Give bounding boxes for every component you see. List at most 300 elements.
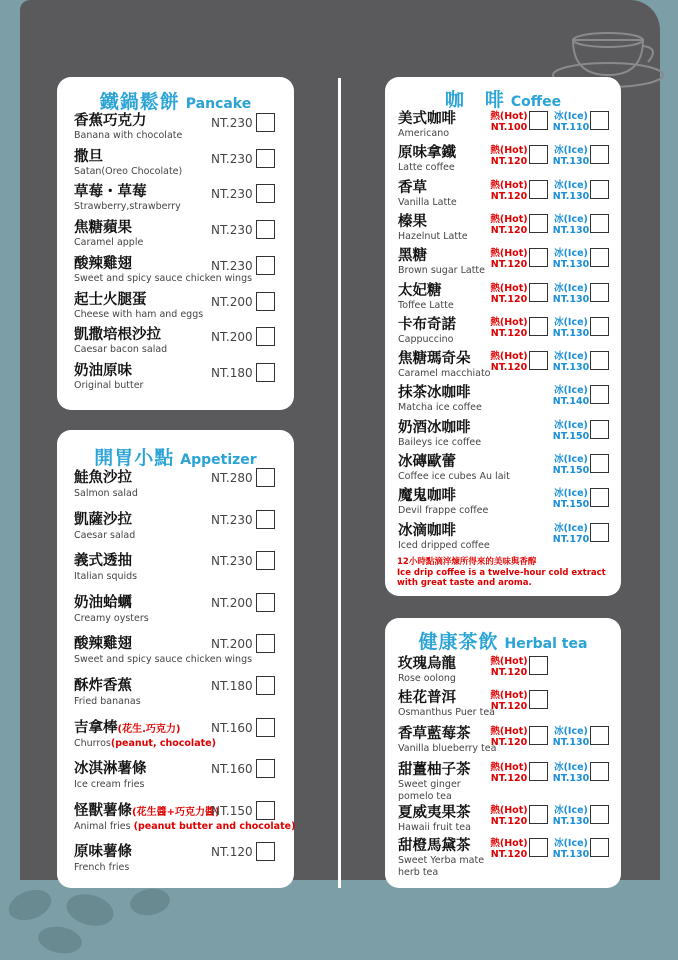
menu-item [398, 385, 616, 419]
order-checkbox[interactable] [256, 327, 275, 346]
hot-price-value: NT.120 [490, 667, 528, 678]
ice-checkbox[interactable] [590, 385, 609, 404]
item-name-zh: 焦糖蘋果 [74, 220, 132, 237]
ice-label: 冰(Ice) [554, 838, 588, 849]
item-name-zh: 榛果 [398, 213, 427, 230]
herbal-title-zh: 健康茶飲 [418, 631, 499, 653]
pancake-title-en: Pancake [185, 96, 252, 112]
ice-label: 冰(Ice) [554, 726, 588, 737]
ice-label: 冰(Ice) [554, 805, 588, 816]
item-name-zh: 冰磚歐蕾 [398, 454, 456, 470]
menu-item [74, 256, 284, 290]
ice-label: 冰(Ice) [554, 419, 588, 431]
item-name-zh-text: 奶油蛤蠣 [74, 594, 132, 611]
menu-item [74, 761, 284, 799]
item-name-zh: 原味拿鐵 [398, 145, 456, 162]
item-name-en: Devil frappe coffee [398, 505, 489, 517]
item-name-zh: 香草 [398, 179, 427, 196]
ice-label: 冰(Ice) [554, 522, 588, 534]
item-name-en-line2: pomelo tea [398, 791, 452, 802]
item-name-en: Strawberry,strawberry [74, 201, 181, 213]
hot-price-value: NT.120 [490, 362, 528, 374]
order-checkbox[interactable] [256, 551, 275, 570]
ice-price [551, 805, 591, 827]
menu-item [74, 553, 284, 591]
menu-item [74, 470, 284, 508]
menu-item [74, 678, 284, 716]
item-name-en: Baileys ice coffee [398, 436, 482, 448]
ice-price-value: NT.130 [552, 327, 590, 339]
hot-label: 熱(Hot) [490, 248, 528, 260]
hot-price [489, 317, 529, 339]
hot-price-value: NT.120 [490, 816, 528, 827]
menu-item [74, 149, 284, 183]
hot-label: 熱(Hot) [490, 179, 528, 191]
ice-checkbox[interactable] [590, 488, 609, 507]
item-name-en: Caramel apple [74, 237, 144, 249]
coffee-beans-icon [0, 880, 200, 960]
order-checkbox[interactable] [256, 842, 275, 861]
pancake-card [57, 77, 294, 410]
ice-checkbox[interactable] [590, 805, 609, 824]
item-name-zh: 甜薑柚子茶 [398, 762, 471, 778]
item-price: NT.230 [211, 554, 253, 569]
menu-item [398, 214, 616, 248]
item-name-en: Sweet and spicy sauce chicken wings [74, 272, 253, 284]
item-name-zh: 玫瑰烏龍 [398, 656, 456, 672]
hot-label: 熱(Hot) [490, 762, 528, 773]
ice-checkbox[interactable] [590, 420, 609, 439]
item-name-en: Brown sugar Latte [398, 265, 485, 277]
item-name-zh-text: 冰淇淋薯條 [74, 761, 147, 778]
item-price: NT.200 [211, 294, 253, 309]
coffee-title-zh: 咖 啡 [444, 89, 505, 111]
ice-checkbox[interactable] [590, 248, 609, 267]
order-checkbox[interactable] [256, 292, 275, 311]
ice-price [551, 762, 591, 784]
item-name-en [74, 613, 284, 625]
item-name-zh: 太妃糖 [398, 282, 442, 299]
hot-price [489, 180, 529, 202]
hot-price [489, 214, 529, 236]
ice-checkbox[interactable] [590, 454, 609, 473]
hot-price [489, 838, 529, 860]
hot-price [489, 762, 529, 784]
order-checkbox[interactable] [256, 801, 275, 820]
ice-label: 冰(Ice) [554, 488, 588, 500]
ice-price-value: NT.130 [552, 816, 590, 827]
item-name-zh-text: 酸辣雞翅 [74, 636, 132, 653]
hot-price-value: NT.120 [490, 737, 528, 748]
hot-price-value: NT.120 [490, 224, 528, 236]
item-name-zh: 凱撒培根沙拉 [74, 327, 161, 344]
item-note-en: (peanut butter and chocolate) [133, 820, 296, 832]
hot-checkbox[interactable] [529, 838, 548, 857]
item-price: NT.230 [211, 187, 253, 202]
ice-price-value: NT.150 [552, 499, 590, 511]
ice-price [551, 248, 591, 270]
item-name-en: Hawaii fruit tea [398, 822, 471, 833]
item-name-en: Caesar bacon salad [74, 344, 168, 356]
ice-price [551, 351, 591, 373]
hot-label: 熱(Hot) [490, 351, 528, 363]
ice-checkbox[interactable] [590, 180, 609, 199]
menu-item [398, 805, 616, 841]
item-name-en: Toffee Latte [398, 299, 454, 311]
coffee-card [385, 77, 621, 596]
item-name-zh: 起士火腿蛋 [74, 291, 147, 308]
hot-label: 熱(Hot) [490, 656, 528, 667]
ice-label: 冰(Ice) [554, 248, 588, 260]
order-checkbox[interactable] [256, 184, 275, 203]
menu-item [398, 420, 616, 454]
hot-checkbox[interactable] [529, 762, 548, 781]
coffee-title [385, 85, 621, 112]
ice-price-value: NT.150 [552, 465, 590, 476]
item-price: NT.180 [211, 365, 253, 380]
menu-item [398, 488, 616, 522]
item-name-en: Americano [398, 128, 450, 139]
menu-item [74, 512, 284, 550]
item-name-en-line2: herb tea [398, 867, 439, 878]
item-name-en: Cappuccino [398, 333, 454, 345]
ice-price [551, 317, 591, 339]
hot-label: 熱(Hot) [490, 282, 528, 294]
ice-price-value: NT.150 [552, 430, 590, 442]
coffee-title-en: Coffee [510, 94, 562, 110]
item-name-en: Rose oolong [398, 673, 456, 684]
item-name-en [74, 862, 284, 874]
order-checkbox[interactable] [256, 510, 275, 529]
ice-price [551, 488, 591, 510]
item-name-zh-text: 酥炸香蕉 [74, 678, 132, 694]
item-name-en [74, 654, 284, 666]
item-name-en: Iced dripped coffee [398, 539, 490, 551]
ice-checkbox[interactable] [590, 762, 609, 781]
item-name-en-text: Animal fries [74, 820, 134, 832]
item-name-zh-text: 義式透抽 [74, 553, 132, 570]
item-name-en: Vanilla blueberry tea [398, 743, 497, 754]
ice-checkbox[interactable] [590, 726, 609, 745]
pancake-title-zh: 鐵鍋鬆餅 [99, 91, 180, 113]
item-name-zh: 奶酒冰咖啡 [398, 419, 471, 436]
menu-item [74, 720, 284, 758]
hot-checkbox[interactable] [529, 283, 548, 302]
hot-price-value: NT.120 [490, 156, 528, 168]
menu-item [74, 595, 284, 633]
hot-label: 熱(Hot) [490, 805, 528, 816]
item-name-en-text: Churros [74, 737, 111, 749]
ice-checkbox[interactable] [590, 523, 609, 542]
menu-item [74, 327, 284, 361]
item-name-zh: 抹茶冰咖啡 [398, 385, 471, 402]
item-name-en [74, 779, 284, 791]
item-name-zh-text: 凱薩沙拉 [74, 511, 132, 528]
item-name-zh: 香蕉巧克力 [74, 113, 147, 129]
ice-label: 冰(Ice) [554, 351, 588, 363]
ice-checkbox[interactable] [590, 214, 609, 233]
order-checkbox[interactable] [256, 759, 275, 778]
hot-label: 熱(Hot) [490, 213, 528, 225]
item-name-zh: 魔鬼咖啡 [398, 488, 456, 505]
item-name-en-text: Salmon salad [74, 488, 138, 499]
order-checkbox[interactable] [256, 256, 275, 275]
item-name-en-text: Italian squids [74, 571, 138, 583]
ice-price [551, 454, 591, 476]
ice-price-value: NT.110 [552, 122, 590, 133]
ice-price-value: NT.130 [552, 362, 590, 374]
menu-item [398, 317, 616, 351]
hot-checkbox[interactable] [529, 317, 548, 336]
hot-label: 熱(Hot) [490, 145, 528, 157]
item-price: NT.230 [211, 223, 253, 238]
hot-checkbox[interactable] [529, 690, 548, 709]
menu-item [74, 363, 284, 397]
item-name-zh-text: 鮭魚沙拉 [74, 470, 132, 486]
ice-price-value: NT.170 [552, 533, 590, 545]
item-price: NT.200 [211, 637, 253, 652]
hot-price [489, 283, 529, 305]
item-name-en: Caramel macchiato [398, 368, 491, 380]
item-name-en: Hazelnut Latte [398, 230, 468, 242]
ice-checkbox[interactable] [590, 145, 609, 164]
hot-price-value: NT.120 [490, 849, 528, 860]
item-name-en [74, 530, 284, 542]
menu-item [74, 844, 284, 882]
menu-item [398, 351, 616, 385]
ice-price [551, 214, 591, 236]
item-name-en-text: Sweet and spicy sauce chicken wings [74, 654, 253, 666]
hot-price [489, 145, 529, 167]
menu-item [398, 762, 616, 802]
item-name-zh-text: 原味薯條 [74, 844, 132, 861]
item-name-zh: 冰滴咖啡 [398, 522, 456, 539]
item-price: NT.230 [211, 258, 253, 273]
item-name-en [74, 738, 284, 750]
ice-price-value: NT.130 [552, 156, 590, 168]
ice-price-value: NT.130 [552, 224, 590, 236]
item-name-en: Satan(Oreo Chocolate) [74, 165, 183, 177]
coffee-note-zh: 12小時點滴淬煉所得來的美味與香醇 [397, 557, 537, 567]
ice-label: 冰(Ice) [554, 179, 588, 191]
item-name-zh: 奶油原味 [74, 362, 132, 379]
menu-item [398, 283, 616, 317]
item-name-en: Latte coffee [398, 162, 455, 174]
hot-checkbox[interactable] [529, 180, 548, 199]
ice-price [551, 726, 591, 748]
menu-item [398, 523, 616, 557]
menu-item [398, 656, 616, 692]
ice-price-value: NT.130 [552, 849, 590, 860]
item-name-zh: 草莓・草莓 [74, 184, 147, 201]
item-name-en-text: Creamy oysters [74, 612, 149, 624]
ice-label: 冰(Ice) [554, 316, 588, 328]
ice-price-value: NT.130 [552, 190, 590, 202]
item-price: NT.230 [211, 151, 253, 166]
item-price: NT.280 [211, 471, 253, 485]
order-checkbox[interactable] [256, 113, 275, 132]
column-divider [338, 78, 341, 888]
hot-label: 熱(Hot) [490, 690, 528, 701]
ice-price [551, 385, 591, 407]
hot-label: 熱(Hot) [490, 111, 528, 122]
item-name-zh: 撒旦 [74, 148, 103, 165]
item-price: NT.160 [211, 720, 253, 735]
menu-item [74, 113, 284, 147]
herbal-title-en: Herbal tea [504, 636, 588, 652]
ice-label: 冰(Ice) [554, 385, 588, 397]
ice-checkbox[interactable] [590, 111, 609, 130]
item-note-zh: (花生醬+巧克力醬) [132, 806, 220, 818]
item-name-en [74, 488, 284, 500]
item-name-zh: 卡布奇諾 [398, 316, 456, 333]
item-name-zh-text: 怪獸薯條 [74, 802, 132, 819]
order-checkbox[interactable] [256, 676, 275, 695]
menu-item [398, 248, 616, 282]
item-price: NT.180 [211, 679, 253, 693]
ice-label: 冰(Ice) [554, 762, 588, 773]
item-name-zh: 黑糖 [398, 248, 427, 265]
menu-item [398, 454, 616, 488]
item-price: NT.230 [211, 116, 253, 130]
hot-label: 熱(Hot) [490, 838, 528, 849]
item-name-zh: 香草藍莓茶 [398, 726, 471, 742]
ice-price [551, 180, 591, 202]
hot-price-value: NT.120 [490, 190, 528, 202]
item-price: NT.160 [211, 762, 253, 777]
item-price: NT.120 [211, 845, 253, 860]
menu-item [398, 726, 616, 762]
item-name-zh: 夏威夷果茶 [398, 805, 471, 821]
menu-item [74, 184, 284, 218]
item-name-en-text: Caesar salad [74, 529, 136, 541]
menu-item [398, 690, 616, 726]
item-name-en-text: Fried bananas [74, 696, 141, 707]
ice-label: 冰(Ice) [554, 454, 588, 465]
item-name-zh: 甜橙馬黛茶 [398, 838, 471, 854]
herbal-title [385, 627, 621, 654]
order-checkbox[interactable] [256, 593, 275, 612]
hot-label: 熱(Hot) [490, 316, 528, 328]
ice-checkbox[interactable] [590, 283, 609, 302]
item-name-zh: 美式咖啡 [398, 111, 456, 127]
hot-price-value: NT.120 [490, 773, 528, 784]
item-price: NT.150 [211, 803, 253, 818]
hot-label: 熱(Hot) [490, 726, 528, 737]
ice-price [551, 523, 591, 545]
item-name-en: Sweet ginger [398, 779, 461, 790]
item-name-zh: 桂花普洱 [398, 690, 456, 706]
item-name-en [74, 696, 284, 708]
order-checkbox[interactable] [256, 149, 275, 168]
ice-checkbox[interactable] [590, 317, 609, 336]
order-checkbox[interactable] [256, 634, 275, 653]
appetizer-title [57, 443, 294, 470]
item-name-en [74, 820, 296, 833]
item-price: NT.200 [211, 330, 253, 345]
menu-item [74, 802, 296, 841]
ice-price [551, 145, 591, 167]
coffee-note-en: Ice drip coffee is a twelve-hour cold extract with great taste and aroma. [397, 567, 606, 588]
item-name-en: Vanilla Latte [398, 196, 457, 208]
menu-item [74, 220, 284, 254]
item-name-en: Sweet Yerba mate [398, 855, 485, 866]
order-checkbox[interactable] [256, 363, 275, 382]
item-name-en-text: French fries [74, 862, 130, 874]
menu-item [398, 145, 616, 179]
menu-item [74, 292, 284, 326]
hot-price-value: NT.120 [490, 259, 528, 271]
hot-checkbox[interactable] [529, 248, 548, 267]
ice-checkbox[interactable] [590, 838, 609, 857]
ice-price [551, 283, 591, 305]
ice-checkbox[interactable] [590, 351, 609, 370]
order-checkbox[interactable] [256, 718, 275, 737]
item-name-en: Coffee ice cubes Au lait [398, 471, 510, 482]
coffee-note [397, 557, 612, 589]
hot-price-value: NT.120 [490, 701, 528, 712]
appetizer-card [57, 430, 294, 888]
ice-price-value: NT.130 [552, 259, 590, 271]
item-name-zh-text: 吉拿棒 [74, 719, 118, 736]
item-price: NT.200 [211, 595, 253, 610]
ice-price-value: NT.140 [552, 396, 590, 408]
menu-item [74, 636, 284, 674]
order-checkbox[interactable] [256, 220, 275, 239]
order-checkbox[interactable] [256, 468, 275, 487]
herbal-card [385, 618, 621, 888]
hot-price [489, 248, 529, 270]
hot-checkbox[interactable] [529, 145, 548, 164]
hot-price [489, 111, 529, 133]
hot-price-value: NT.120 [490, 293, 528, 305]
hot-checkbox[interactable] [529, 351, 548, 370]
item-note-en: (peanut, chocolate) [110, 737, 216, 749]
item-name-zh: 酸辣雞翅 [74, 255, 132, 272]
hot-checkbox[interactable] [529, 111, 548, 130]
appetizer-title-zh: 開胃小點 [94, 447, 175, 469]
hot-price [489, 351, 529, 373]
item-name-en: Cheese with ham and eggs [74, 308, 204, 320]
item-name-en: Osmanthus Puer tea [398, 707, 496, 718]
item-name-en [74, 571, 284, 583]
ice-price [551, 838, 591, 860]
menu-item [398, 111, 616, 145]
pancake-title [57, 87, 294, 114]
hot-price [489, 726, 529, 748]
item-name-en: Original butter [74, 379, 144, 391]
hot-checkbox[interactable] [529, 805, 548, 824]
ice-label: 冰(Ice) [554, 213, 588, 225]
item-name-en: Matcha ice coffee [398, 402, 482, 414]
item-name-en: Banana with chocolate [74, 130, 183, 141]
appetizer-title-en: Appetizer [180, 452, 257, 468]
ice-price-value: NT.130 [552, 293, 590, 305]
item-name-en-text: Ice cream fries [74, 779, 145, 791]
menu-item [398, 180, 616, 214]
hot-price [489, 690, 529, 712]
ice-price-value: NT.130 [552, 773, 590, 784]
hot-price [489, 656, 529, 678]
hot-price [489, 805, 529, 827]
hot-checkbox[interactable] [529, 726, 548, 745]
hot-checkbox[interactable] [529, 656, 548, 675]
hot-price-value: NT.100 [490, 122, 528, 133]
hot-price-value: NT.120 [490, 327, 528, 339]
hot-checkbox[interactable] [529, 214, 548, 233]
item-price: NT.230 [211, 512, 253, 527]
ice-label: 冰(Ice) [554, 282, 588, 294]
